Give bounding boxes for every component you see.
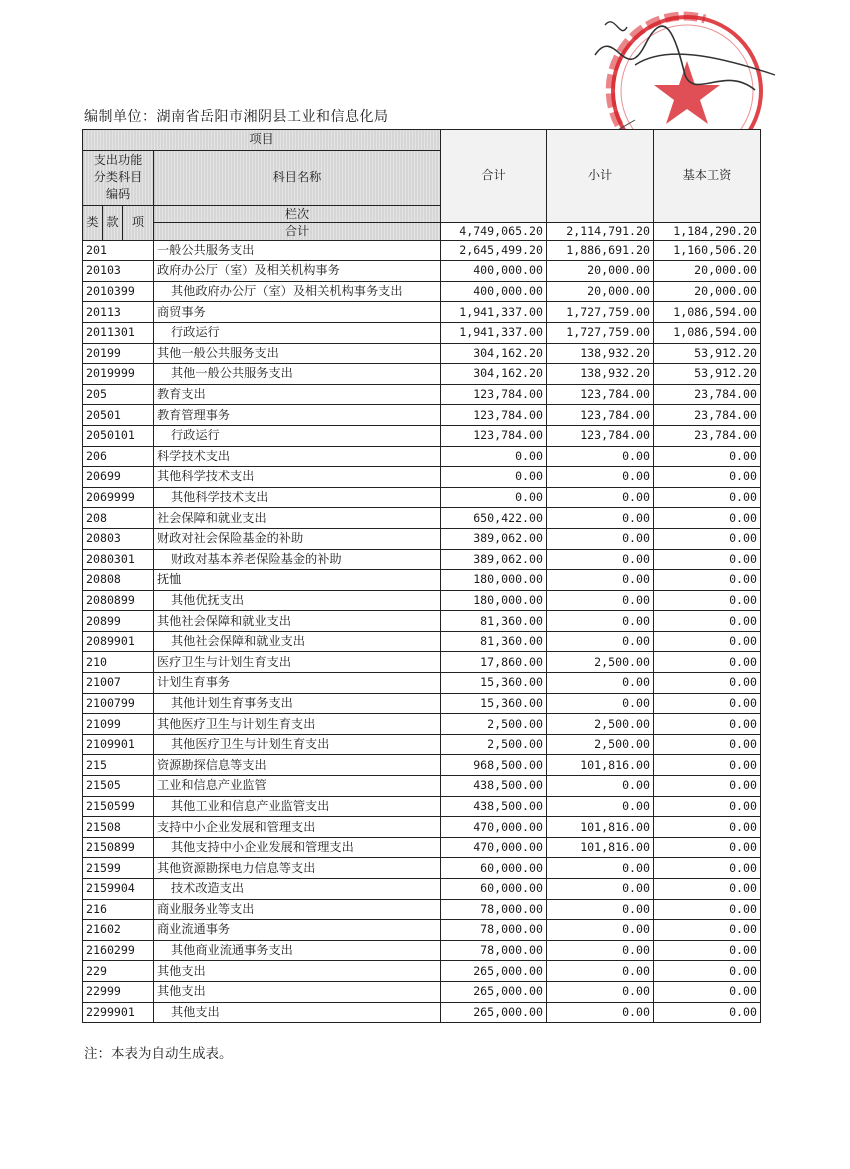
code-cell: 20803: [83, 528, 154, 549]
basic-salary-cell: 0.00: [654, 837, 761, 858]
subtotal-cell: 0.00: [547, 920, 654, 941]
code-cell: 20699: [83, 467, 154, 488]
basic-salary-cell: 0.00: [654, 467, 761, 488]
subtotal-cell: 0.00: [547, 673, 654, 694]
subtotal-cell: 101,816.00: [547, 837, 654, 858]
code-cell: 2109901: [83, 734, 154, 755]
table-row: [83, 652, 761, 673]
subject-name-cell: 其他支出: [154, 961, 441, 982]
total-value-subtotal: 2,114,791.20: [547, 222, 654, 240]
table-row: [83, 940, 761, 961]
basic-salary-cell: 0.00: [654, 446, 761, 467]
total-cell: 265,000.00: [441, 981, 547, 1002]
total-cell: 123,784.00: [441, 384, 547, 405]
basic-salary-cell: 0.00: [654, 631, 761, 652]
table-row: [83, 693, 761, 714]
code-cell: 2019999: [83, 364, 154, 385]
subtotal-cell: 123,784.00: [547, 405, 654, 426]
subject-name-cell: 工业和信息产业监管: [154, 776, 441, 797]
basic-salary-cell: 0.00: [654, 693, 761, 714]
table-row: [83, 487, 761, 508]
total-cell: 17,860.00: [441, 652, 547, 673]
basic-salary-cell: 1,086,594.00: [654, 322, 761, 343]
subtotal-cell: 1,886,691.20: [547, 240, 654, 261]
table-row: [83, 1002, 761, 1023]
subtotal-cell: 20,000.00: [547, 261, 654, 282]
basic-salary-cell: 0.00: [654, 673, 761, 694]
basic-salary-cell: 0.00: [654, 961, 761, 982]
basic-salary-cell: 0.00: [654, 776, 761, 797]
basic-salary-cell: 0.00: [654, 858, 761, 879]
subject-name-cell: 商业服务业等支出: [154, 899, 441, 920]
subtotal-cell: 0.00: [547, 611, 654, 632]
header-project: 项目: [83, 130, 441, 151]
table-row: [83, 755, 761, 776]
table-row: [83, 446, 761, 467]
total-cell: 60,000.00: [441, 879, 547, 900]
table-row: [83, 611, 761, 632]
table-row: [83, 817, 761, 838]
total-cell: 78,000.00: [441, 920, 547, 941]
code-cell: 2089901: [83, 631, 154, 652]
total-cell: 470,000.00: [441, 837, 547, 858]
table-row: [83, 673, 761, 694]
table-row: [83, 920, 761, 941]
total-cell: 968,500.00: [441, 755, 547, 776]
basic-salary-cell: 0.00: [654, 652, 761, 673]
subject-name-cell: 政府办公厅（室）及相关机构事务: [154, 261, 441, 282]
subject-name-cell: 科学技术支出: [154, 446, 441, 467]
total-cell: 265,000.00: [441, 961, 547, 982]
code-cell: 21007: [83, 673, 154, 694]
table-row: [83, 425, 761, 446]
subtotal-cell: 0.00: [547, 446, 654, 467]
subject-name-cell: 计划生育事务: [154, 673, 441, 694]
table-row: [83, 570, 761, 591]
total-cell: 2,645,499.20: [441, 240, 547, 261]
total-cell: 81,360.00: [441, 631, 547, 652]
subtotal-cell: 2,500.00: [547, 734, 654, 755]
subject-name-cell: 其他计划生育事务支出: [154, 693, 441, 714]
subject-name-cell: 其他科学技术支出: [154, 467, 441, 488]
subject-name-cell: 行政运行: [154, 322, 441, 343]
subject-name-cell: 其他医疗卫生与计划生育支出: [154, 734, 441, 755]
total-cell: 400,000.00: [441, 281, 547, 302]
table-row: [83, 899, 761, 920]
subtotal-cell: 101,816.00: [547, 755, 654, 776]
subtotal-cell: 0.00: [547, 508, 654, 529]
basic-salary-cell: 0.00: [654, 940, 761, 961]
total-cell: 1,941,337.00: [441, 302, 547, 323]
subject-name-cell: 商贸事务: [154, 302, 441, 323]
subtotal-cell: 0.00: [547, 487, 654, 508]
subject-name-cell: 其他支持中小企业发展和管理支出: [154, 837, 441, 858]
subject-name-cell: 社会保障和就业支出: [154, 508, 441, 529]
subject-name-cell: 教育支出: [154, 384, 441, 405]
subtotal-cell: 0.00: [547, 1002, 654, 1023]
total-cell: 470,000.00: [441, 817, 547, 838]
seal-star: [654, 61, 720, 124]
code-cell: 2010399: [83, 281, 154, 302]
total-cell: 1,941,337.00: [441, 322, 547, 343]
subject-name-cell: 其他社会保障和就业支出: [154, 631, 441, 652]
total-cell: 438,500.00: [441, 796, 547, 817]
code-cell: 208: [83, 508, 154, 529]
unit-label: 编制单位：湖南省岳阳市湘阴县工业和信息化局: [84, 109, 389, 125]
subject-name-cell: 其他科学技术支出: [154, 487, 441, 508]
subtotal-cell: 0.00: [547, 961, 654, 982]
table-row: [83, 837, 761, 858]
total-cell: 123,784.00: [441, 425, 547, 446]
basic-salary-cell: 53,912.20: [654, 343, 761, 364]
basic-salary-cell: 0.00: [654, 570, 761, 591]
code-cell: 2299901: [83, 1002, 154, 1023]
basic-salary-cell: 20,000.00: [654, 261, 761, 282]
total-cell: 650,422.00: [441, 508, 547, 529]
total-cell: 123,784.00: [441, 405, 547, 426]
table-row: [83, 981, 761, 1002]
header-basic-salary: 基本工资: [654, 130, 761, 223]
subtotal-cell: 138,932.20: [547, 364, 654, 385]
code-cell: 206: [83, 446, 154, 467]
total-value-total: 4,749,065.20: [441, 222, 547, 240]
basic-salary-cell: 23,784.00: [654, 405, 761, 426]
basic-salary-cell: 0.00: [654, 487, 761, 508]
code-cell: 2050101: [83, 425, 154, 446]
footnote: 注：本表为自动生成表。: [84, 1046, 233, 1062]
code-cell: 20501: [83, 405, 154, 426]
table-row: [83, 467, 761, 488]
total-cell: 400,000.00: [441, 261, 547, 282]
total-cell: 180,000.00: [441, 590, 547, 611]
subtotal-cell: 0.00: [547, 940, 654, 961]
subject-name-cell: 其他工业和信息产业监管支出: [154, 796, 441, 817]
subject-name-cell: 其他商业流通事务支出: [154, 940, 441, 961]
total-value-salary: 1,184,290.20: [654, 222, 761, 240]
subject-name-cell: 资源勘探信息等支出: [154, 755, 441, 776]
subtotal-cell: 0.00: [547, 590, 654, 611]
table-row: [83, 631, 761, 652]
total-cell: 0.00: [441, 467, 547, 488]
header-subtotal: 小计: [547, 130, 654, 223]
subtotal-cell: 2,500.00: [547, 652, 654, 673]
code-cell: 2069999: [83, 487, 154, 508]
code-cell: 20899: [83, 611, 154, 632]
subject-name-cell: 其他优抚支出: [154, 590, 441, 611]
code-cell: 20113: [83, 302, 154, 323]
table-row: [83, 343, 761, 364]
subtotal-cell: 0.00: [547, 693, 654, 714]
basic-salary-cell: 20,000.00: [654, 281, 761, 302]
subject-name-cell: 医疗卫生与计划生育支出: [154, 652, 441, 673]
basic-salary-cell: 0.00: [654, 817, 761, 838]
basic-salary-cell: 0.00: [654, 899, 761, 920]
basic-salary-cell: 0.00: [654, 796, 761, 817]
subtotal-cell: 123,784.00: [547, 384, 654, 405]
header-kuan: 款: [103, 205, 123, 240]
code-cell: 216: [83, 899, 154, 920]
code-cell: 2011301: [83, 322, 154, 343]
subject-name-cell: 商业流通事务: [154, 920, 441, 941]
code-cell: 2150899: [83, 837, 154, 858]
total-label: 合计: [154, 222, 441, 240]
basic-salary-cell: 0.00: [654, 590, 761, 611]
table-row: [83, 384, 761, 405]
code-cell: 215: [83, 755, 154, 776]
header-total: 合计: [441, 130, 547, 223]
subject-name-cell: 财政对社会保险基金的补助: [154, 528, 441, 549]
total-cell: 78,000.00: [441, 940, 547, 961]
basic-salary-cell: 0.00: [654, 611, 761, 632]
code-cell: 21508: [83, 817, 154, 838]
basic-salary-cell: 23,784.00: [654, 384, 761, 405]
subject-name-cell: 其他支出: [154, 1002, 441, 1023]
subject-name-cell: 财政对基本养老保险基金的补助: [154, 549, 441, 570]
subtotal-cell: 2,500.00: [547, 714, 654, 735]
code-cell: 2100799: [83, 693, 154, 714]
table-row: [83, 796, 761, 817]
subtotal-cell: 123,784.00: [547, 425, 654, 446]
basic-salary-cell: 0.00: [654, 981, 761, 1002]
code-cell: 210: [83, 652, 154, 673]
subject-name-cell: 行政运行: [154, 425, 441, 446]
basic-salary-cell: 53,912.20: [654, 364, 761, 385]
basic-salary-cell: 0.00: [654, 734, 761, 755]
code-cell: 20199: [83, 343, 154, 364]
subtotal-cell: 138,932.20: [547, 343, 654, 364]
table-row: [83, 281, 761, 302]
table-row: [83, 714, 761, 735]
subject-name-cell: 其他一般公共服务支出: [154, 364, 441, 385]
header-xiang: 项: [123, 205, 154, 240]
code-cell: 21599: [83, 858, 154, 879]
total-cell: 0.00: [441, 446, 547, 467]
code-cell: 21099: [83, 714, 154, 735]
total-cell: 389,062.00: [441, 528, 547, 549]
basic-salary-cell: 0.00: [654, 1002, 761, 1023]
code-cell: 201: [83, 240, 154, 261]
subject-name-cell: 教育管理事务: [154, 405, 441, 426]
header-lanci: 栏次: [154, 205, 441, 222]
code-cell: 20808: [83, 570, 154, 591]
basic-salary-cell: 0.00: [654, 920, 761, 941]
total-cell: 0.00: [441, 487, 547, 508]
table-row: [83, 879, 761, 900]
header-function-code: 支出功能分类科目编码: [83, 150, 154, 205]
subject-name-cell: 抚恤: [154, 570, 441, 591]
code-cell: 22999: [83, 981, 154, 1002]
table-row: [83, 405, 761, 426]
subtotal-cell: 1,727,759.00: [547, 322, 654, 343]
table-row: [83, 858, 761, 879]
header-lei: 类: [83, 205, 103, 240]
total-cell: 15,360.00: [441, 673, 547, 694]
code-cell: 21602: [83, 920, 154, 941]
table-row: [83, 961, 761, 982]
total-cell: 81,360.00: [441, 611, 547, 632]
total-cell: 180,000.00: [441, 570, 547, 591]
code-cell: 2159904: [83, 879, 154, 900]
table-row: [83, 734, 761, 755]
code-cell: 229: [83, 961, 154, 982]
total-cell: 2,500.00: [441, 714, 547, 735]
table-row: [83, 528, 761, 549]
basic-salary-cell: 0.00: [654, 755, 761, 776]
table-row: [83, 261, 761, 282]
code-cell: 2080301: [83, 549, 154, 570]
basic-salary-cell: 0.00: [654, 528, 761, 549]
table-row: [83, 590, 761, 611]
table-row: [83, 322, 761, 343]
total-cell: 304,162.20: [441, 364, 547, 385]
total-cell: 60,000.00: [441, 858, 547, 879]
basic-salary-cell: 1,086,594.00: [654, 302, 761, 323]
subtotal-cell: 0.00: [547, 981, 654, 1002]
basic-salary-cell: 0.00: [654, 549, 761, 570]
total-cell: 389,062.00: [441, 549, 547, 570]
table-row: [83, 508, 761, 529]
code-cell: 21505: [83, 776, 154, 797]
subject-name-cell: 其他一般公共服务支出: [154, 343, 441, 364]
subtotal-cell: 0.00: [547, 879, 654, 900]
code-cell: 2150599: [83, 796, 154, 817]
subject-name-cell: 技术改造支出: [154, 879, 441, 900]
subtotal-cell: 1,727,759.00: [547, 302, 654, 323]
subtotal-cell: 0.00: [547, 796, 654, 817]
total-cell: 438,500.00: [441, 776, 547, 797]
total-cell: 78,000.00: [441, 899, 547, 920]
code-cell: 2080899: [83, 590, 154, 611]
basic-salary-cell: 0.00: [654, 879, 761, 900]
subtotal-cell: 0.00: [547, 467, 654, 488]
total-cell: 304,162.20: [441, 343, 547, 364]
subtotal-cell: 0.00: [547, 899, 654, 920]
budget-table: [82, 129, 761, 1023]
subject-name-cell: 一般公共服务支出: [154, 240, 441, 261]
code-cell: 205: [83, 384, 154, 405]
total-cell: 265,000.00: [441, 1002, 547, 1023]
basic-salary-cell: 1,160,506.20: [654, 240, 761, 261]
table-row: [83, 364, 761, 385]
subtotal-cell: 0.00: [547, 528, 654, 549]
subtotal-cell: 0.00: [547, 858, 654, 879]
header-subject-name: 科目名称: [154, 150, 441, 205]
table-row: [83, 776, 761, 797]
subject-name-cell: 其他社会保障和就业支出: [154, 611, 441, 632]
basic-salary-cell: 0.00: [654, 508, 761, 529]
code-cell: 2160299: [83, 940, 154, 961]
subtotal-cell: 101,816.00: [547, 817, 654, 838]
total-cell: 2,500.00: [441, 734, 547, 755]
subject-name-cell: 其他医疗卫生与计划生育支出: [154, 714, 441, 735]
subtotal-cell: 20,000.00: [547, 281, 654, 302]
subject-name-cell: 其他政府办公厅（室）及相关机构事务支出: [154, 281, 441, 302]
subtotal-cell: 0.00: [547, 570, 654, 591]
total-cell: 15,360.00: [441, 693, 547, 714]
subject-name-cell: 支持中小企业发展和管理支出: [154, 817, 441, 838]
basic-salary-cell: 23,784.00: [654, 425, 761, 446]
subject-name-cell: 其他资源勘探电力信息等支出: [154, 858, 441, 879]
table-row: [83, 240, 761, 261]
table-row: [83, 302, 761, 323]
code-cell: 20103: [83, 261, 154, 282]
table-row: [83, 549, 761, 570]
subject-name-cell: 其他支出: [154, 981, 441, 1002]
subtotal-cell: 0.00: [547, 776, 654, 797]
subtotal-cell: 0.00: [547, 631, 654, 652]
subtotal-cell: 0.00: [547, 549, 654, 570]
basic-salary-cell: 0.00: [654, 714, 761, 735]
